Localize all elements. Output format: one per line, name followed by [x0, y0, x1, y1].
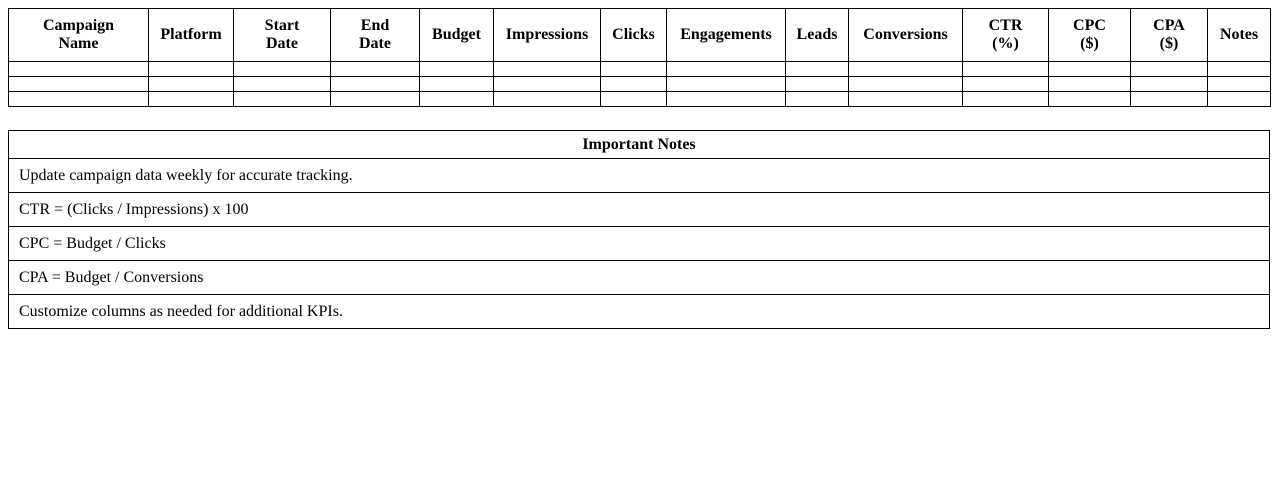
note-row: [9, 261, 1270, 295]
empty-cell-ctr-percent[interactable]: [963, 92, 1049, 107]
notes-table-body: [9, 159, 1270, 329]
empty-cell-impressions[interactable]: [494, 92, 601, 107]
empty-cell-impressions[interactable]: [494, 62, 601, 77]
empty-cell-notes[interactable]: [1208, 77, 1271, 92]
empty-cell-conversions[interactable]: [849, 77, 963, 92]
column-header-campaign-name: Campaign Name: [9, 9, 149, 62]
empty-cell-engagements[interactable]: [667, 77, 786, 92]
empty-cell-notes[interactable]: [1208, 62, 1271, 77]
empty-cell-engagements[interactable]: [667, 62, 786, 77]
empty-cell-engagements[interactable]: [667, 92, 786, 107]
empty-data-row: [9, 92, 1271, 107]
empty-cell-cpc-dollars[interactable]: [1049, 62, 1131, 77]
note-row: [9, 295, 1270, 329]
campaign-table-header-row: [9, 9, 1271, 62]
column-header-cpc-dollars: CPC ($): [1049, 9, 1131, 62]
empty-cell-clicks[interactable]: [601, 62, 667, 77]
column-header-clicks: Clicks: [601, 9, 667, 62]
column-header-impressions: Impressions: [494, 9, 601, 62]
empty-cell-budget[interactable]: [420, 62, 494, 77]
empty-cell-clicks[interactable]: [601, 77, 667, 92]
empty-cell-end-date[interactable]: [331, 77, 420, 92]
empty-cell-platform[interactable]: [149, 77, 234, 92]
campaign-table-header: [9, 9, 1271, 62]
empty-cell-cpa-dollars[interactable]: [1131, 62, 1208, 77]
empty-cell-conversions[interactable]: [849, 62, 963, 77]
note-text: CPC = Budget / Clicks: [9, 227, 1270, 261]
empty-cell-start-date[interactable]: [234, 77, 331, 92]
empty-cell-cpa-dollars[interactable]: [1131, 92, 1208, 107]
column-header-platform: Platform: [149, 9, 234, 62]
note-row: [9, 159, 1270, 193]
column-header-end-date: End Date: [331, 9, 420, 62]
empty-cell-platform[interactable]: [149, 62, 234, 77]
empty-cell-ctr-percent[interactable]: [963, 62, 1049, 77]
notes-table-title: Important Notes: [9, 131, 1270, 159]
note-text: Customize columns as needed for additional KPIs.: [9, 295, 1270, 329]
empty-cell-clicks[interactable]: [601, 92, 667, 107]
column-header-notes: Notes: [1208, 9, 1271, 62]
campaign-table-body: [9, 62, 1271, 107]
empty-cell-campaign-name[interactable]: [9, 77, 149, 92]
empty-data-row: [9, 62, 1271, 77]
empty-cell-leads[interactable]: [786, 62, 849, 77]
column-header-conversions: Conversions: [849, 9, 963, 62]
column-header-ctr-percent: CTR (%): [963, 9, 1049, 62]
empty-cell-cpc-dollars[interactable]: [1049, 92, 1131, 107]
empty-cell-end-date[interactable]: [331, 92, 420, 107]
column-header-cpa-dollars: CPA ($): [1131, 9, 1208, 62]
empty-cell-cpc-dollars[interactable]: [1049, 77, 1131, 92]
empty-cell-platform[interactable]: [149, 92, 234, 107]
note-text: CPA = Budget / Conversions: [9, 261, 1270, 295]
empty-cell-campaign-name[interactable]: [9, 62, 149, 77]
empty-cell-leads[interactable]: [786, 77, 849, 92]
empty-cell-start-date[interactable]: [234, 62, 331, 77]
empty-cell-notes[interactable]: [1208, 92, 1271, 107]
notes-table-title-row: [9, 131, 1270, 159]
column-header-budget: Budget: [420, 9, 494, 62]
empty-cell-campaign-name[interactable]: [9, 92, 149, 107]
empty-cell-budget[interactable]: [420, 77, 494, 92]
empty-cell-end-date[interactable]: [331, 62, 420, 77]
important-notes-table: [8, 130, 1270, 329]
empty-cell-start-date[interactable]: [234, 92, 331, 107]
column-header-leads: Leads: [786, 9, 849, 62]
column-header-engagements: Engagements: [667, 9, 786, 62]
note-row: [9, 227, 1270, 261]
note-text: Update campaign data weekly for accurate tracking.: [9, 159, 1270, 193]
notes-table-header: [9, 131, 1270, 159]
empty-cell-conversions[interactable]: [849, 92, 963, 107]
campaign-tracker-table: [8, 8, 1271, 107]
note-row: [9, 193, 1270, 227]
note-text: CTR = (Clicks / Impressions) x 100: [9, 193, 1270, 227]
empty-cell-impressions[interactable]: [494, 77, 601, 92]
column-header-start-date: Start Date: [234, 9, 331, 62]
empty-cell-budget[interactable]: [420, 92, 494, 107]
empty-data-row: [9, 77, 1271, 92]
empty-cell-leads[interactable]: [786, 92, 849, 107]
empty-cell-ctr-percent[interactable]: [963, 77, 1049, 92]
empty-cell-cpa-dollars[interactable]: [1131, 77, 1208, 92]
